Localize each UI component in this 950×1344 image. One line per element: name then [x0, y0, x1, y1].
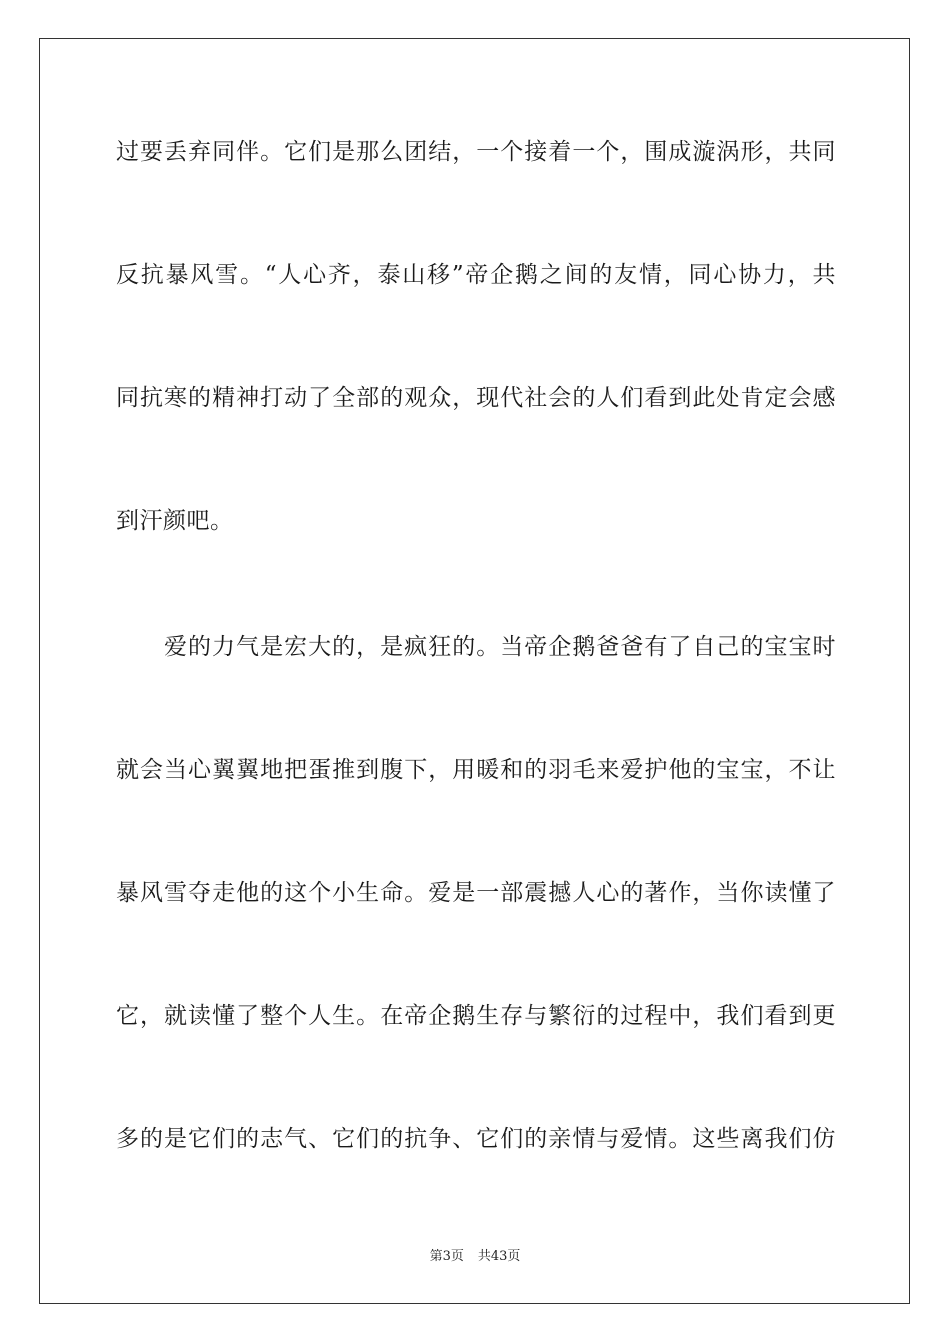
body-line-3: 同抗寒的精神打动了全部的观众，现代社会的人们看到此处肯定会感: [116, 385, 836, 411]
body-line-8: 它，就读懂了整个人生。在帝企鹅生存与繁衍的过程中，我们看到更: [116, 1003, 836, 1029]
body-line-5: 爱的力气是宏大的，是疯狂的。当帝企鹅爸爸有了自己的宝宝时: [164, 634, 836, 660]
page-border: [39, 38, 910, 1304]
total-pages: 共43页: [477, 1249, 521, 1264]
body-line-4: 到汗颜吧。: [116, 508, 234, 534]
body-line-2: 反抗暴风雪。“人心齐，泰山移”帝企鹅之间的友情，同心协力，共: [116, 262, 836, 288]
body-line-6: 就会当心翼翼地把蛋推到腹下，用暖和的羽毛来爱护他的宝宝，不让: [116, 757, 836, 783]
body-line-1: 过要丢弃同伴。它们是那么团结，一个接着一个，围成漩涡形，共同: [116, 139, 836, 165]
page-footer: [0, 1248, 950, 1266]
body-line-9: 多的是它们的志气、它们的抗争、它们的亲情与爱情。这些离我们仿: [116, 1126, 836, 1152]
body-line-7: 暴风雪夺走他的这个小生命。爱是一部震撼人心的著作，当你读懂了: [116, 880, 836, 906]
page-number: 第3页: [429, 1249, 464, 1264]
